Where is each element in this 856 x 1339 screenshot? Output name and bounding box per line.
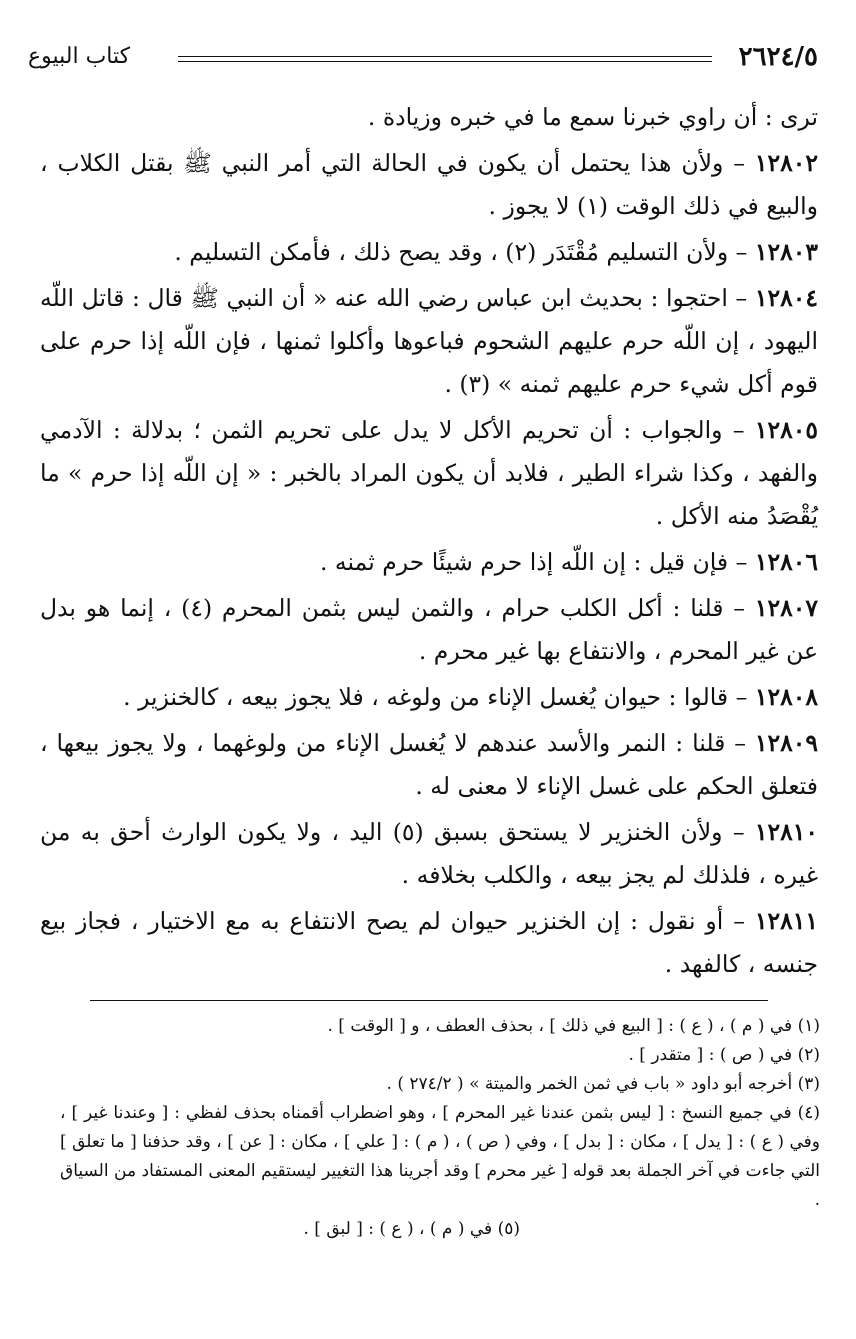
paragraph-text: احتجوا : بحديث ابن عباس رضي الله عنه « أن النبي ﷺ قال : قاتل اللّه اليهود ، إن اللّه حرم عليهم الشحوم فباعوها وأكلوا ثمنها ، فإن اللّه إذا حرم على قوم أكل شيء حرم عليهم ثمنه » (٣) .	[40, 284, 818, 398]
paragraph: ١٢٨٠٧ – قلنا : أكل الكلب حرام ، والثمن ليس بثمن المحرم (٤) ، إنما هو بدل عن غير المحرم ، والانتفاع بها غير محرم .	[40, 594, 818, 665]
paragraph-text: أو نقول : إن الخنزير حيوان لم يصح الانتفاع به مع الاختيار ، فجاز بيع جنسه ، كالفهد .	[40, 907, 818, 978]
paragraph-number: ١٢٨٠٨	[754, 683, 818, 711]
paragraph-text: ولأن هذا يحتمل أن يكون في الحالة التي أمر النبي ﷺ بقتل الكلاب ، والبيع في ذلك الوقت (١) لا يجوز .	[40, 149, 818, 220]
footnotes	[60, 1012, 820, 1244]
book-title: كتاب البيوع	[28, 44, 131, 69]
paragraph-number: ١٢٨٠٧	[754, 594, 818, 622]
footnote: (٣) أخرجه أبو داود « باب في ثمن الخمر والميتة » ( ٢٧٤/٢ ) .	[386, 1074, 820, 1094]
paragraph	[40, 96, 818, 139]
paragraph: ١٢٨١٠ – ولأن الخنزير لا يستحق بسبق (٥) اليد ، ولا يكون الوارث أحق به من غيره ، فلذلك لم يجز بيعه ، والكلب بخلافه .	[40, 818, 818, 889]
paragraph-number: ١٢٨١٠	[754, 818, 818, 846]
paragraph-number: ١٢٨٠٦	[754, 548, 818, 576]
paragraph-text: ولأن الخنزير لا يستحق بسبق (٥) اليد ، ولا يكون الوارث أحق به من غيره ، فلذلك لم يجز بيعه ، والكلب بخلافه .	[40, 818, 818, 889]
paragraph: ١٢٨٠٤ – احتجوا : بحديث ابن عباس رضي الله عنه « أن النبي ﷺ قال : قاتل اللّه اليهود ، إن اللّه حرم عليهم الشحوم فباعوها وأكلوا ثمنها ، فإن اللّه إذا حرم على قوم أكل شيء حرم عليهم ثمنه » (٣) .	[40, 284, 818, 398]
footnote: (٥) في ( م ) ، ( ع ) : [ لبق ] .	[303, 1219, 520, 1239]
page-number: ٢٦٢٤/٥	[738, 42, 818, 72]
header-rule	[178, 56, 712, 62]
paragraph-text: قالوا : حيوان يُغسل الإناء من ولوغه ، فلا يجوز بيعه ، كالخنزير .	[123, 683, 729, 711]
paragraph-text: ترى : أن راوي خبرنا سمع ما في خبره وزيادة .	[367, 103, 818, 131]
paragraph: ١٢٨٠٦ – فإن قيل : إن اللّه إذا حرم شيئًا حرم ثمنه .	[319, 548, 818, 576]
paragraph-text: ولأن التسليم مُقْتَدَر (٢) ، وقد يصح ذلك ، فأمكن التسليم .	[174, 238, 729, 266]
paragraph: ١٢٨٠٩ – قلنا : النمر والأسد عندهم لا يُغسل الإناء من ولوغهما ، ولا يجوز بيعها ، فتعلق الحكم على غسل الإناء لا معنى له .	[40, 729, 818, 800]
paragraph-text: قلنا : النمر والأسد عندهم لا يُغسل الإناء من ولوغهما ، ولا يجوز بيعها ، فتعلق الحكم على غسل الإناء لا معنى له .	[40, 729, 818, 800]
paragraph: ١٢٨٠٣ – ولأن التسليم مُقْتَدَر (٢) ، وقد يصح ذلك ، فأمكن التسليم .	[174, 238, 818, 266]
paragraph-text: والجواب : أن تحريم الأكل لا يدل على تحريم الثمن ؛ بدلالة : الآدمي والفهد ، وكذا شراء الطير ، فلابد أن يكون المراد بالخبر : « إن اللّه إذا حرم » ما يُقْصَدُ منه الأكل .	[40, 416, 818, 530]
paragraph-number: ١٢٨٠٩	[754, 729, 818, 757]
paragraph-number: ١٢٨٠٥	[754, 416, 818, 444]
paragraph-text: قلنا : أكل الكلب حرام ، والثمن ليس بثمن المحرم (٤) ، إنما هو بدل عن غير المحرم ، والانتفاع بها غير محرم .	[40, 594, 818, 665]
paragraph: ١٢٨٠٢ – ولأن هذا يحتمل أن يكون في الحالة التي أمر النبي ﷺ بقتل الكلاب ، والبيع في ذلك الوقت (١) لا يجوز .	[40, 149, 818, 220]
paragraph-text: فإن قيل : إن اللّه إذا حرم شيئًا حرم ثمنه .	[319, 548, 729, 576]
page-header	[28, 40, 818, 76]
paragraph: ١٢٨٠٥ – والجواب : أن تحريم الأكل لا يدل على تحريم الثمن ؛ بدلالة : الآدمي والفهد ، وكذا شراء الطير ، فلابد أن يكون المراد بالخبر : « إن اللّه إذا حرم » ما يُقْصَدُ منه الأكل .	[40, 416, 818, 530]
paragraph-number: ١٢٨٠٢	[754, 149, 818, 177]
main-text	[40, 96, 818, 989]
footnote-separator	[90, 1000, 768, 1001]
paragraph: ١٢٨٠٨ – قالوا : حيوان يُغسل الإناء من ولوغه ، فلا يجوز بيعه ، كالخنزير .	[123, 683, 818, 711]
footnote: (٢) في ( ص ) : [ متقدر ] .	[628, 1045, 820, 1065]
paragraph-number: ١٢٨٠٣	[754, 238, 818, 266]
paragraph-number: ١٢٨١١	[754, 907, 818, 935]
footnote: (١) في ( م ) ، ( ع ) : [ البيع في ذلك ] ، بحذف العطف ، و [ الوقت ] .	[327, 1016, 820, 1036]
paragraph-number: ١٢٨٠٤	[754, 284, 818, 312]
paragraph: ١٢٨١١ – أو نقول : إن الخنزير حيوان لم يصح الانتفاع به مع الاختيار ، فجاز بيع جنسه ، كالفهد .	[40, 907, 818, 978]
footnote: (٤) في جميع النسخ : [ ليس بثمن عندنا غير المحرم ] ، وهو اضطراب أقمناه بحذف لفظي : [ وعندنا غير ] ، وفي ( ع ) : [ يدل ] ، مكان : [ بدل ] ، وفي ( ص ) ، ( م ) : [ علي ] ، مكان : [ عن ] ، وقد حذفنا [ ما تعلق ] التي جاءت في آخر الجملة بعد قوله [ غير محرم ] وقد أجرينا هذا التغيير ليستقيم المعنى المستفاد من السياق .	[60, 1103, 820, 1210]
